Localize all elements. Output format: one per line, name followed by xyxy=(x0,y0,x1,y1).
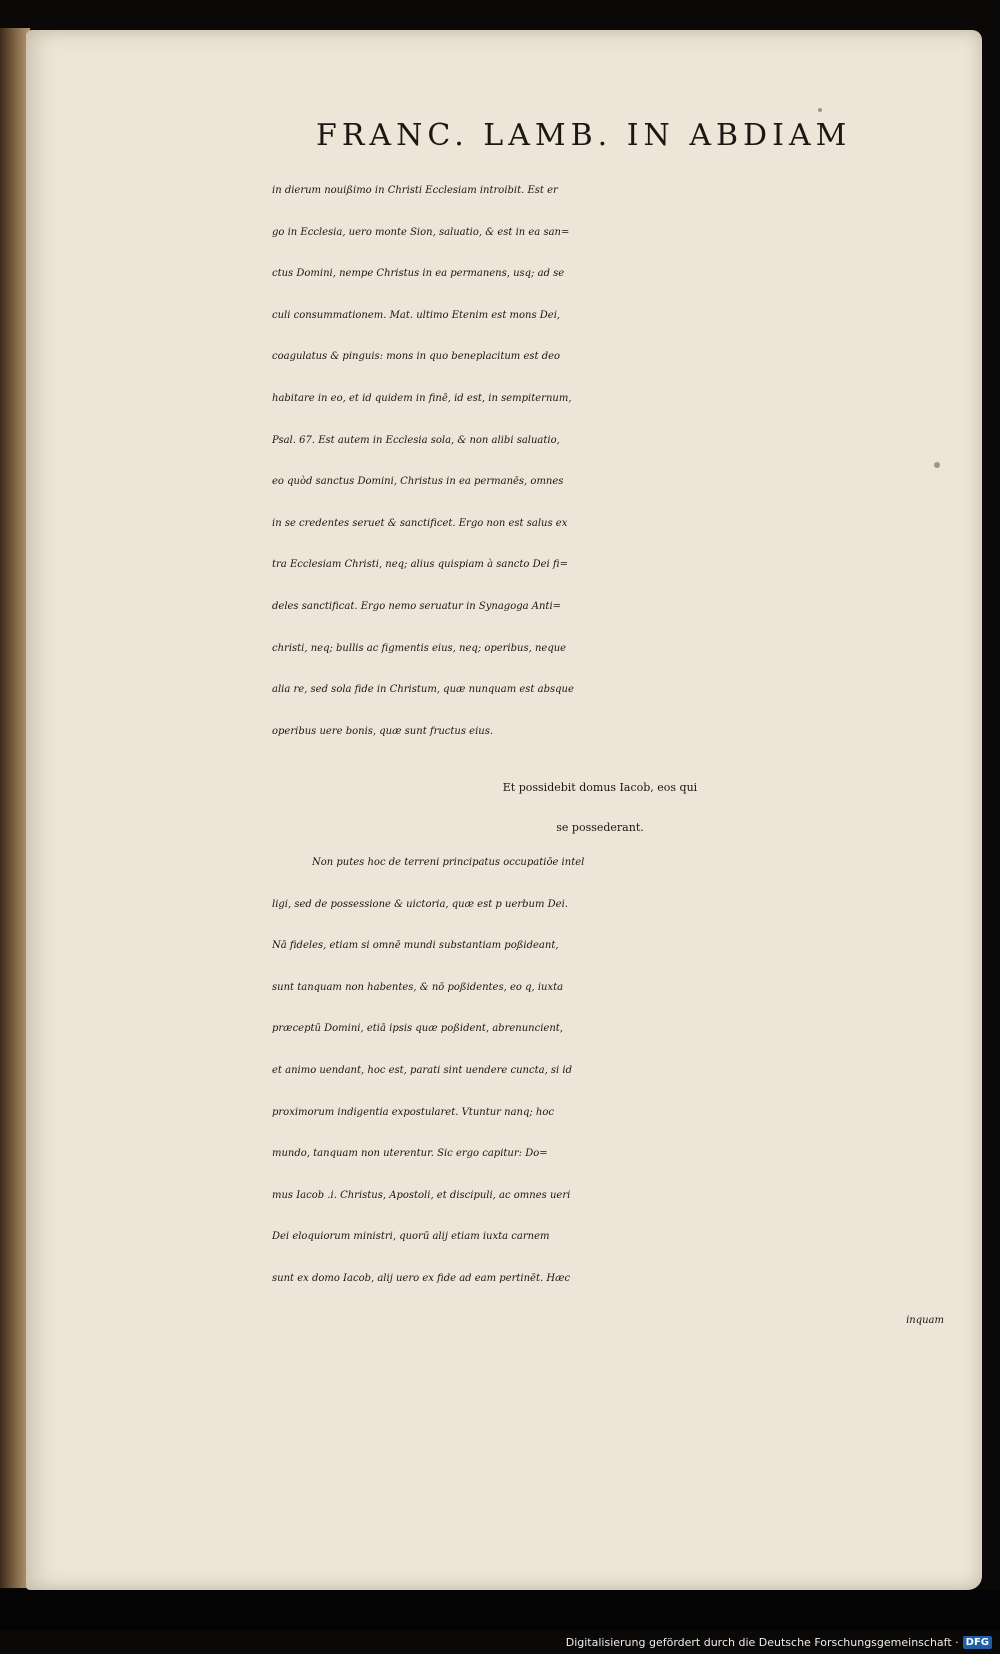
text-line: proximorum indigentia expostularet. Vtuntur nanq; hoc xyxy=(272,1106,554,1118)
text-line: ligi, sed de possessione & uictoria, quæ est p uerbum Dei. xyxy=(272,898,568,910)
text-line: in dierum nouißimo in Christi Ecclesiam introibit. Est er xyxy=(272,185,558,196)
dfg-logo-icon: DFG xyxy=(963,1636,992,1649)
page-blemish xyxy=(818,108,822,112)
running-header: FRANC. LAMB. IN ABDIAM xyxy=(316,118,852,153)
text-line: habitare in eo, et id quidem in finē, id est, in sempiternum, xyxy=(272,392,572,404)
text-line: in se credentes seruet & sanctificet. Ergo non est salus ex xyxy=(272,517,568,529)
text-line: eo quòd sanctus Domini, Christus in ea permanēs, omnes xyxy=(272,476,564,488)
text-line: mundo, tanquam non uterentur. Sic ergo capitur: Do= xyxy=(272,1148,548,1160)
paragraph-1 xyxy=(272,170,972,752)
digitization-credit xyxy=(566,1632,992,1652)
text-line: tra Ecclesiam Christi, neq; alius quispiam à sancto Dei fi= xyxy=(272,559,568,571)
credit-text: Digitalisierung gefördert durch die Deutsche Forschungsgemeinschaft · xyxy=(565,1635,959,1649)
text-line: et animo uendant, hoc est, parati sint uendere cuncta, si id xyxy=(272,1064,573,1076)
text-line: coagulatus & pinguis: mons in quo beneplacitum est deo xyxy=(272,351,561,363)
text-line: ctus Domini, nempe Christus in ea permanens, usq; ad se xyxy=(272,268,565,280)
text-line: mus Iacob .i. Christus, Apostoli, et discipuli, ac omnes ueri xyxy=(272,1189,571,1201)
text-line: Psal. 67. Est autem in Ecclesia sola, & non alibi saluatio, xyxy=(272,434,560,446)
text-line: sunt tanquam non habentes, & nō poßidentes, eo q, iuxta xyxy=(272,981,564,993)
text-line: go in Ecclesia, uero monte Sion, saluatio, & est in ea san= xyxy=(272,226,570,238)
heading-line: Et possidebit domus Iacob, eos qui xyxy=(502,781,698,794)
text-line: sunt ex domo Iacob, alij uero ex fide ad eam pertinēt. Hæc xyxy=(272,1272,571,1284)
text-line: alia re, sed sola fide in Christum, quæ nunquam est absque xyxy=(272,684,574,696)
text-line: Nā fideles, etiam si omnē mundi substantiam poßideant, xyxy=(272,940,559,952)
text-line: operibus uere bonis, quæ sunt fructus eius. xyxy=(272,725,494,737)
text-line: christi, neq; bullis ac figmentis eius, neq; operibus, neque xyxy=(272,642,567,654)
text-line: culi consummationem. Mat. ultimo Etenim est mons Dei, xyxy=(272,309,561,321)
scan-bottom-border xyxy=(0,1590,1000,1630)
text-line: Dei eloquiorum ministri, quorū alij etiam iuxta carnem xyxy=(272,1231,550,1243)
section-heading xyxy=(250,768,950,848)
catchword: inquam xyxy=(906,1314,944,1326)
paragraph-2 xyxy=(272,842,972,1341)
text-line: præceptū Domini, etiā ipsis quæ poßident, abrenuncient, xyxy=(272,1023,563,1035)
text-line: deles sanctificat. Ergo nemo seruatur in Synagoga Anti= xyxy=(272,600,562,612)
heading-line: se possederant. xyxy=(556,821,644,834)
text-line: Non putes hoc de terreni principatus occupatiōe intel xyxy=(312,857,585,868)
